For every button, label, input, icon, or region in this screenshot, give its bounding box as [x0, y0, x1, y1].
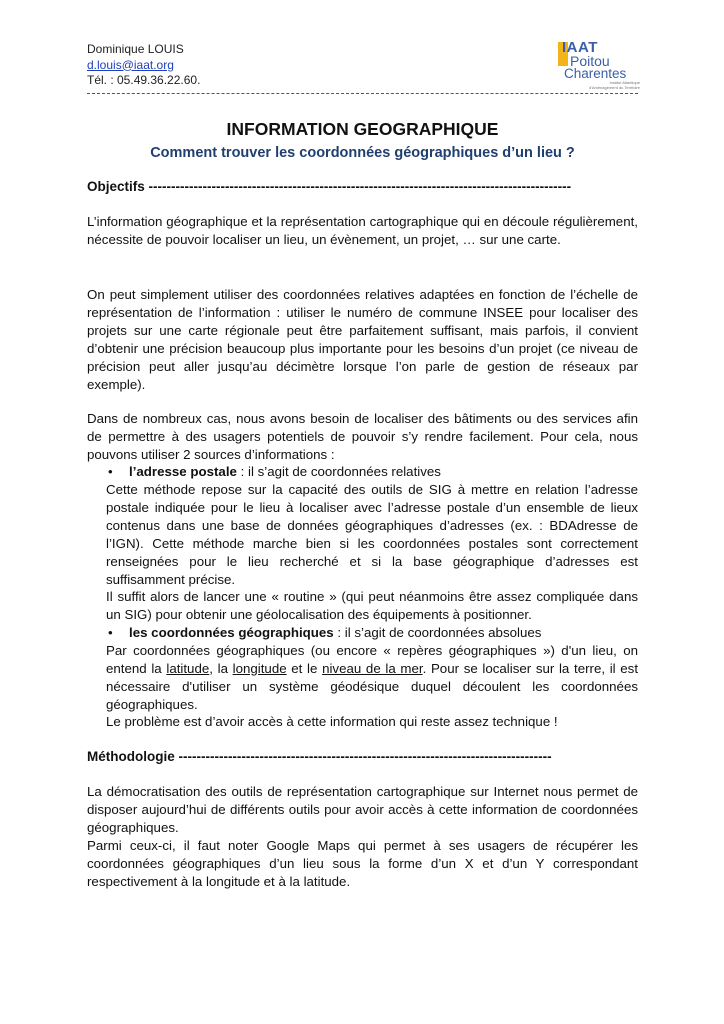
- document-page: Dominique LOUIS d.louis@iaat.org Tél. : 05.49.36.22.60. IAAT Poitou Charentes Institut Atlantique d'Aménagement du Territoire INFORMATION GEOGRAPHIQUE Comment trouver les coordonnées géographiques d’un lieu ? Objectifs ---------------------------------------------------------------------------------------------- L’information géographique et la représentation cartographique qui en découle régulièrement, nécessite de pouvoir localiser un lieu, un évènement, un projet, … sur une carte. On peut simplement utiliser des coordonnées relatives adaptées en fonction de l’échelle de représentation de l’information : utiliser le numéro de commune INSEE pour localiser des projets sur une carte régionale peut être parfaitement suffisant, mais parfois, il convient d’obtenir une précision beaucoup plus importante pour les besoins d’un projet (ce niveau de précision peut aller jusqu’au décimètre lorsque l’on parle de gestion de réseaux par exemple). Dans de nombreux cas, nous avons besoin de localiser des bâtiments ou des services afin de permettre à des usagers potentiels de pouvoir s’y rendre facilement. Pour cela, nous pouvons utiliser 2 sources d’informations : • l’adresse postale : il s’agit de coordonnées relatives Cette méthode repose sur la capacité des outils de SIG à mettre en relation l’adresse postale indiquée pour le lieu à localiser avec l’adresse postale d’un ensemble de lieux contenus dans une base de données géographiques d’adresses (ex. : BDAdresse de l’IGN). Cette méthode marche bien si les coordonnées postales sont correctement renseignées pour le lieu recherché et si la base géographique d’adresses est suffisamment précise. Il suffit alors de lancer une « routine » (qui peut néanmoins être assez compliquée dans un SIG) pour obtenir une géolocalisation des équipements à positionner. • les coordonnées géographiques : il s’agit de coordonnées absolues Par coordonnées géographiques (ou encore « repères géographiques ») d'un lieu, on entend la latitude, la longitude et le niveau de la mer. Pour se localiser sur la terre, il est nécessaire d'utiliser un système géodésique duquel découlent les coordonnées géographiques. Le problème est d’avoir accès à cette information qui reste assez technique ! Méthodologie ----------------------------------------------------------------------------------- La démocratisation des outils de représentation cartographique sur Internet nous permet de disposer aujourd’hui de différents outils pour avoir accès à cette information de coordonnées géographiques. Parmi ceux-ci, il faut noter Google Maps qui permet à ses usagers de récupérer les coordonnées géographiques d’un lieu sous la forme d’un X et d’un Y correspondant respectivement à la longitude et à la latitude.: [87, 0, 638, 102]
- document-title: INFORMATION GEOGRAPHIQUE: [226, 119, 499, 139]
- paragraph: Le problème est d’avoir accès à cette information qui reste assez technique !: [106, 714, 558, 729]
- iaat-logo: IAAT Poitou Charentes Institut Atlantique d'Aménagement du Territoire: [562, 40, 638, 92]
- paragraph: La démocratisation des outils de représentation cartographique sur Internet nous permet de disposer aujourd’hui de différents outils pour avoir accès à cette information de coordonnées géographiques.: [87, 784, 638, 835]
- bullet-icon: •: [108, 464, 113, 479]
- email-link[interactable]: d.louis@iaat.org: [87, 57, 174, 72]
- paragraph: Parmi ceux-ci, il faut noter Google Maps qui permet à ses usagers de récupérer les coordonnées géographiques d’un lieu sous la forme d’un X et d’un Y correspondant respectivement à la longitude et à la latitude.: [87, 838, 638, 889]
- contact-block: [87, 42, 200, 89]
- section-heading-methodologie: Méthodologie -----------------------------------------------------------------------------------: [87, 749, 552, 764]
- niveau-mer-link[interactable]: niveau de la mer: [322, 661, 423, 676]
- paragraph: On peut simplement utiliser des coordonnées relatives adaptées en fonction de l’échelle de représentation de l’information : utiliser le numéro de commune INSEE pour localiser des projets sur une carte régionale peut être parfaitement suffisant, mais parfois, il convient d’obtenir une précision beaucoup plus importante pour les besoins d’un projet (ce niveau de précision peut aller jusqu’au décimètre lorsque l’on parle de gestion de réseaux par exemple).: [87, 287, 638, 392]
- longitude-link[interactable]: longitude: [232, 661, 287, 676]
- header: [87, 0, 638, 102]
- phone-number: Tél. : 05.49.36.22.60.: [87, 73, 201, 87]
- bullet-icon: •: [108, 625, 113, 640]
- document-subtitle: Comment trouver les coordonnées géographiques d’un lieu ?: [150, 145, 575, 161]
- header-divider: [87, 93, 638, 94]
- paragraph: L’information géographique et la représentation cartographique qui en découle régulièrement, nécessite de pouvoir localiser un lieu, un évènement, un projet, … sur une carte.: [87, 214, 638, 247]
- paragraph: Cette méthode repose sur la capacité des outils de SIG à mettre en relation l’adresse postale indiquée pour le lieu à localiser avec l’adresse postale d’un ensemble de lieux contenus dans une base de données géographiques d’adresses (ex. : BDAdresse de l’IGN). Cette méthode marche bien si les coordonnées postales sont correctement renseignées pour le lieu recherché et si la base géographique d’adresses est suffisamment précise.: [106, 482, 638, 587]
- latitude-link[interactable]: latitude: [166, 661, 210, 676]
- paragraph: Il suffit alors de lancer une « routine » (qui peut néanmoins être assez compliquée dans un SIG) pour obtenir une géolocalisation des équipements à positionner.: [106, 589, 638, 622]
- paragraph: Par coordonnées géographiques (ou encore « repères géographiques ») d'un lieu, on entend la latitude, la longitude et le niveau de la mer. Pour se localiser sur la terre, il est nécessaire d'utiliser un système géodésique duquel découlent les coordonnées géographiques.: [106, 643, 639, 712]
- author-name: Dominique LOUIS: [87, 42, 184, 56]
- section-heading-objectifs: Objectifs ----------------------------------------------------------------------------------------------: [87, 179, 572, 194]
- paragraph: Dans de nombreux cas, nous avons besoin de localiser des bâtiments ou des services afin de permettre à des usagers potentiels de pouvoir s’y rendre facilement. Pour cela, nous pouvons utiliser 2 sources d’informations :: [87, 411, 638, 462]
